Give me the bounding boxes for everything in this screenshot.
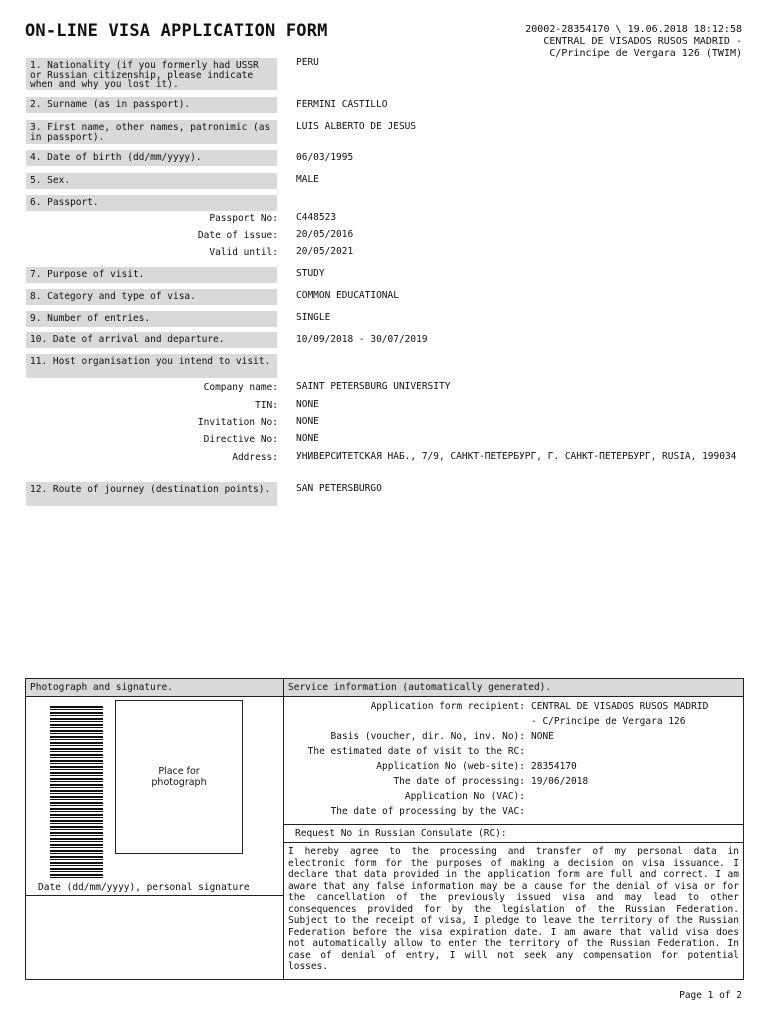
passport-valid-label: Valid until: — [209, 247, 278, 258]
recipient-value-2: - C/Principe de Vergara 126 — [531, 716, 686, 727]
host-address-label: Address: — [232, 452, 278, 463]
host-directive-value: NONE — [296, 433, 319, 444]
photo-section-head: Photograph and signature. — [26, 679, 283, 696]
question-host: 11. Host organisation you intend to visit. — [26, 354, 277, 378]
answer-category: COMMON EDUCATIONAL — [296, 290, 399, 301]
processing-date-value: 19/06/2018 — [531, 776, 589, 787]
head-separator — [26, 696, 743, 697]
passport-no-label: Passport No: — [209, 213, 278, 224]
passport-issue-label: Date of issue: — [197, 230, 278, 241]
passport-issue-value: 20/05/2016 — [296, 229, 354, 240]
visa-center-name: CENTRAL DE VISADOS RUSOS MADRID - — [543, 36, 742, 47]
question-purpose: 7. Purpose of visit. — [26, 267, 277, 283]
host-company-label: Company name: — [203, 382, 278, 393]
request-no-label: Request No in Russian Consulate (RC): — [295, 828, 507, 839]
host-tin-value: NONE — [296, 399, 319, 410]
page-number: Page 1 of 2 — [679, 990, 742, 1001]
answer-dob: 06/03/1995 — [296, 152, 354, 163]
question-sex: 5. Sex. — [26, 173, 277, 189]
frame-divider — [283, 678, 284, 980]
answer-dates: 10/09/2018 - 30/07/2019 — [296, 334, 428, 345]
question-nationality: 1. Nationality (if you formerly had USSR or Russian citizenship, please indicate when and why you lost it). — [26, 58, 277, 90]
answer-route: SAN PETERSBURGO — [296, 483, 382, 494]
app-vac-label: Application No (VAC): — [404, 791, 525, 802]
passport-valid-value: 20/05/2021 — [296, 246, 354, 257]
request-separator-bottom — [284, 842, 743, 843]
signature-line — [26, 895, 283, 896]
question-dob: 4. Date of birth (dd/mm/yyyy). — [26, 150, 277, 166]
question-passport: 6. Passport. — [26, 195, 277, 211]
question-surname: 2. Surname (as in passport). — [26, 97, 277, 113]
recipient-label: Application form recipient: — [370, 701, 525, 712]
answer-first-name: LUIS ALBERTO DE JESUS — [296, 121, 417, 132]
estimated-date-label: The estimated date of visit to the RC: — [307, 746, 525, 757]
barcode — [50, 706, 103, 878]
application-header-info — [525, 24, 742, 60]
host-company-value: SAINT PETERSBURG UNIVERSITY — [296, 381, 451, 392]
host-invitation-value: NONE — [296, 416, 319, 427]
answer-sex: MALE — [296, 174, 319, 185]
date-signature-label: Date (dd/mm/yyyy), personal signature — [38, 882, 250, 893]
page-title: ON-LINE VISA APPLICATION FORM — [25, 21, 328, 41]
visa-center-address: C/Principe de Vergara 126 (TWIM) — [549, 48, 742, 59]
answer-purpose: STUDY — [296, 268, 325, 279]
request-separator-top — [284, 824, 743, 825]
question-route: 12. Route of journey (destination points). — [26, 482, 277, 506]
answer-surname: FERMINI CASTILLO — [296, 99, 388, 110]
photo-placeholder-text: Place for photograph — [151, 766, 207, 788]
passport-no-value: C448523 — [296, 212, 337, 223]
question-category: 8. Category and type of visa. — [26, 289, 277, 305]
processing-date-label: The date of processing: — [393, 776, 525, 787]
app-web-value: 28354170 — [531, 761, 577, 772]
basis-label: Basis (voucher, dir. No, inv. No): — [330, 731, 525, 742]
app-web-label: Application No (web-site): — [376, 761, 525, 772]
question-first-name: 3. First name, other names, patronimic (as in passport). — [26, 120, 277, 144]
question-dates: 10. Date of arrival and departure. — [26, 332, 277, 348]
host-address-value: УНИВЕРСИТЕТСКАЯ НАБ., 7/9, САНКТ-ПЕТЕРБУРГ, Г. САНКТ-ПЕТЕРБУРГ, RUSIA, 199034 — [296, 451, 737, 462]
recipient-value-1: CENTRAL DE VISADOS RUSOS MADRID — [531, 701, 709, 712]
host-invitation-label: Invitation No: — [197, 417, 278, 428]
basis-value: NONE — [531, 731, 554, 742]
application-id-timestamp: 20002-28354170 \ 19.06.2018 18:12:58 — [525, 24, 742, 35]
host-directive-label: Directive No: — [203, 434, 278, 445]
processing-vac-label: The date of processing by the VAC: — [330, 806, 525, 817]
answer-nationality: PERU — [296, 57, 319, 68]
photo-placeholder — [115, 700, 243, 854]
question-entries: 9. Number of entries. — [26, 311, 277, 327]
service-section-head: Service information (automatically generated). — [284, 679, 743, 696]
consent-text: I hereby agree to the processing and transfer of my personal data in electronic form for the purposes of making a decision on visa issuance. I declare that data provided in the application form are full and correct. I am aware that any false information may be a cause for the denial of visa or for the cancellation of the previously issued visa and may lead to other consequences provided for by the legislation of the Russian Federation. Subject to the receipt of visa, I pledge to leave the territory of the Russian Federation before the visa expiration date. I am aware that valid visa does not automatically allow to enter the territory of the Russian Federation. In case of denial of entry, I will not seek any compensation for potential losses. — [288, 846, 739, 972]
host-tin-label: TIN: — [255, 400, 278, 411]
answer-entries: SINGLE — [296, 312, 331, 323]
